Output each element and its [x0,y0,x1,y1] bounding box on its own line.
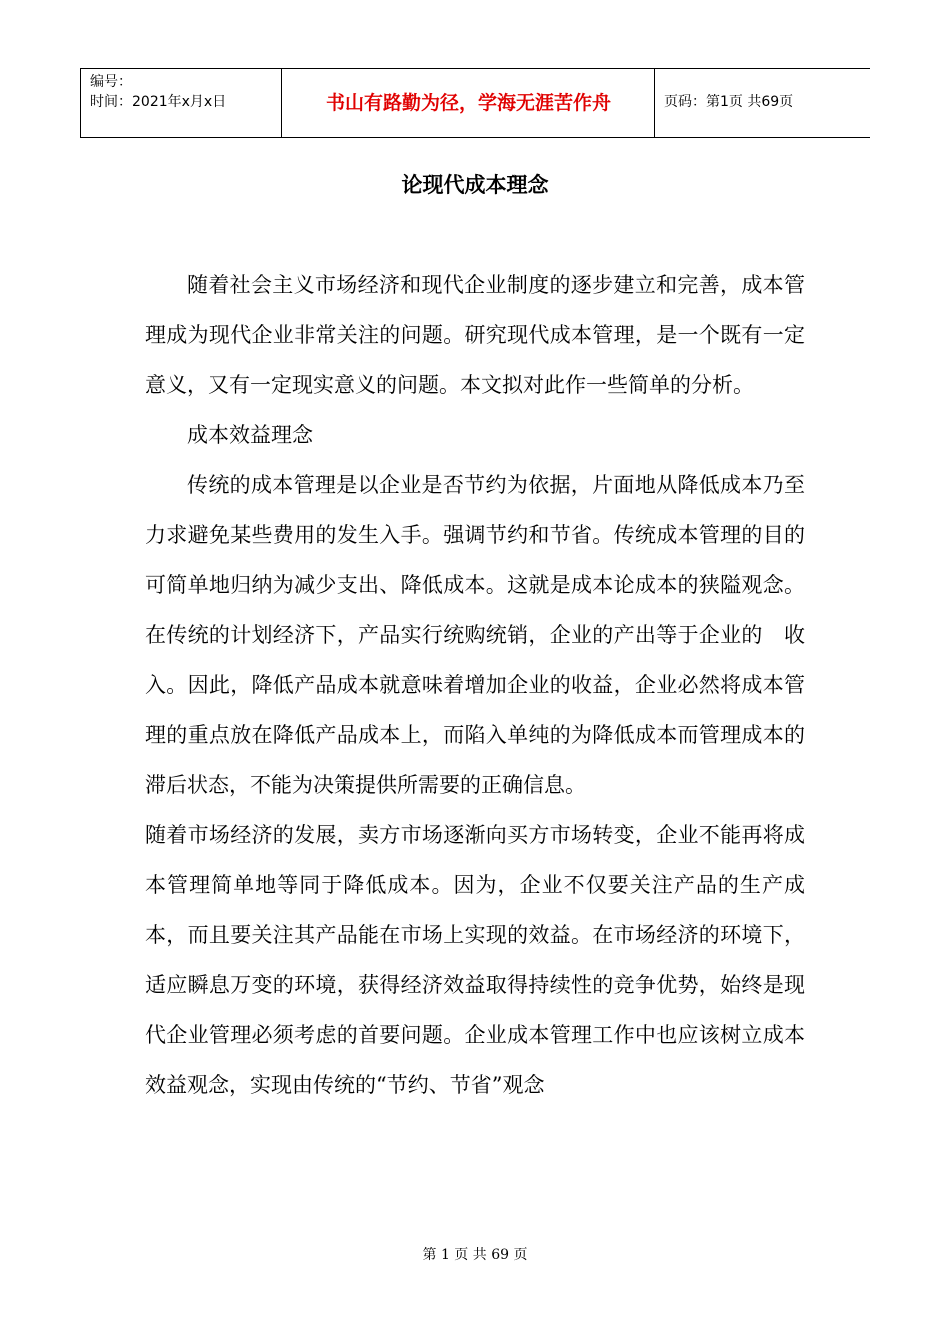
header-divider-2 [654,69,655,137]
page-footer: 第 1 页 共 69 页 [422,1247,528,1263]
document-body [145,260,805,1110]
document-header [80,68,870,138]
document-title: 论现代成本理念 [401,173,549,197]
section-heading: 成本效益理念 [187,423,313,447]
header-meta [90,72,226,112]
paragraph-intro: 随着社会主义市场经济和现代企业制度的逐步建立和完善，成本管理成为现代企业非常关注的问题。研究现代成本管理，是一个既有一定意义，又有一定现实意义的问题。本文拟对此作一些简单的分析。 [145,273,805,397]
header-time-label: 时间：2021年x月x日 [90,94,227,110]
paragraph-market-economy: 随着市场经济的发展，卖方市场逐渐向买方市场转变，企业不能再将成本管理简单地等同于降低成本。因为，企业不仅要关注产品的生产成本，而且要关注其产品能在市场上实现的效益。在市场经济的环境下，适应瞬息万变的环境，获得经济效益取得持续性的竞争优势，始终是现代企业管理必须考虑的首要问题。企业成本管理工作中也应该树立成本效益观念，实现由传统的“节约、节省”观念 [145,823,805,1097]
header-page-info: 页码：第1页 共69页 [664,94,794,110]
header-number-label: 编号： [90,74,132,90]
header-motto: 书山有路勤为径，学海无涯苦作舟 [325,92,611,114]
header-divider-1 [281,69,282,137]
paragraph-traditional-cost: 传统的成本管理是以企业是否节约为依据，片面地从降低成本乃至力求避免某些费用的发生入手。强调节约和节省。传统成本管理的目的可简单地归纳为减少支出、降低成本。这就是成本论成本的狭隘观念。在传统的计划经济下，产品实行统购统销，企业的产出等于企业的 收入。因此，降低产品成本就意味着增加企业的收益，企业必然将成本管理的重点放在降低产品成本上，而陷入单纯的为降低成本而管理成本的滞后状态，不能为决策提供所需要的正确信息。 [145,473,805,797]
header-border-left [80,69,81,137]
